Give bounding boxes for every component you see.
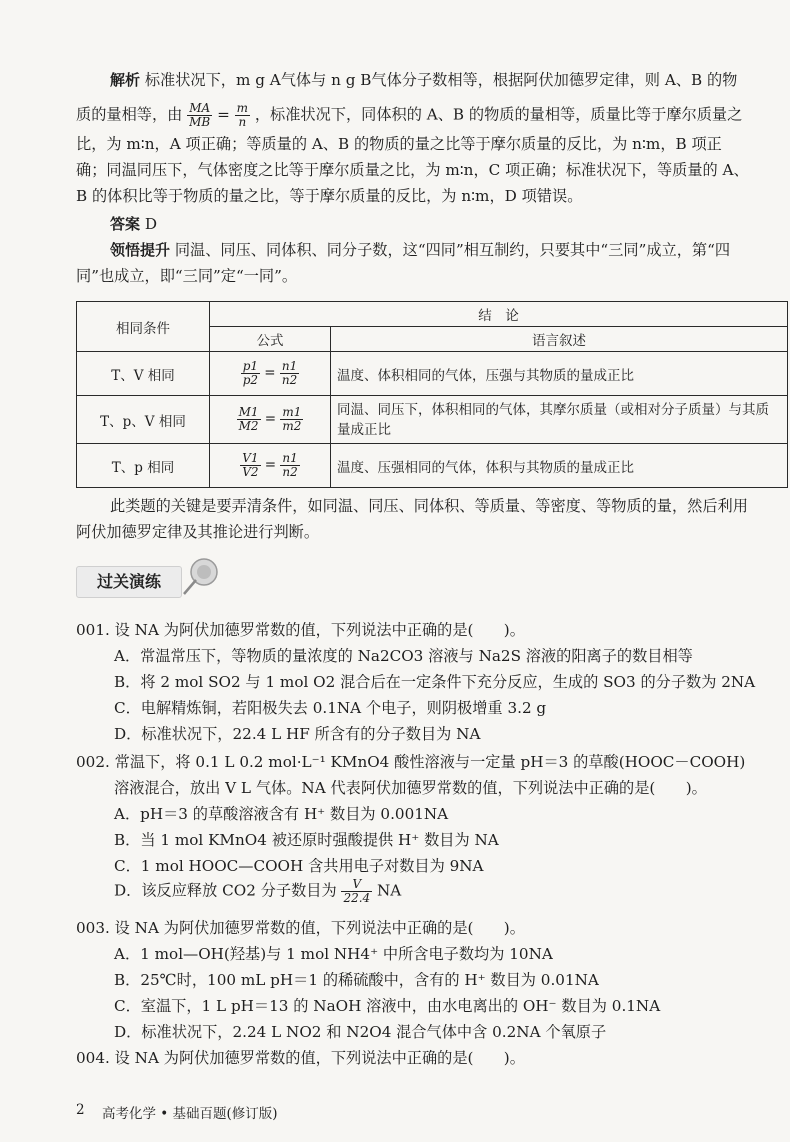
analysis-line-2: 质的量相等，由 $\frac{MA}{MB}$ = $\frac{m}{n}$ ，标准状况下，同体积的 A、B 的物质的量相等，质量比等于摩尔质量之 (76, 101, 743, 129)
formula-fraction: $\frac{n1}{n2}$ (282, 451, 298, 479)
question-001: 001. 设 NA 为阿伏加德罗常数的值，下列说法中正确的是( )。 (76, 621, 525, 639)
table-row: T、p 相同 $\frac{V1}{V2}$ = $\frac{n1}{n2}$ 温度、压强相同的气体，体积与其物质的量成正比 (77, 444, 788, 488)
analysis-line-1: 解析 标准状况下，m g A气体与 n g B气体分子数相等，根据阿伏加德罗定律，则 A、B 的物 (110, 71, 738, 89)
option-d: D．标准状况下，2.24 L NO2 和 N2O4 混合气体中含 0.2NA 个氧原子 (114, 1023, 607, 1041)
header-conclusion: 结 论 (210, 302, 788, 327)
comparison-table (76, 301, 788, 488)
formula-fraction: $\frac{m1}{m2}$ (282, 405, 302, 433)
fraction-v-22-4: $\frac{V}{22.4}$ (343, 877, 371, 905)
header-condition: 相同条件 (77, 302, 210, 352)
table-row: T、V 相同 $\frac{p1}{p2}$ = $\frac{n1}{n2}$ 温度、体积相同的气体，压强与其物质的量成正比 (77, 352, 788, 396)
formula-fraction: $\frac{n1}{n2}$ (281, 359, 298, 387)
option-a: A．pH＝3 的草酸溶液含有 H⁺ 数目为 0.001NA (114, 805, 449, 823)
option-b: B．25℃时，100 mL pH＝1 的稀硫酸中，含有的 H⁺ 数目为 0.01NA (114, 971, 599, 989)
insight-line-2: 同”也成立，即“三同”定“一同”。 (76, 267, 298, 285)
answer-line (110, 214, 157, 234)
summary-line-2: 阿伏加德罗定律及其推论进行判断。 (76, 523, 319, 541)
option-c: C．电解精炼铜，若阳极失去 0.1NA 个电子，则阴极增重 3.2 g (114, 699, 547, 717)
answer-value: D (144, 215, 158, 233)
question-004: 004. 设 NA 为阿伏加德罗常数的值，下列说法中正确的是( )。 (76, 1049, 525, 1067)
table-row: T、p、V 相同 $\frac{M1}{M2}$ = $\frac{m1}{m2}$ 同温、同压下，体积相同的气体，其摩尔质量（或相对分子质量）与其质量成正比 (77, 396, 788, 444)
formula-fraction: $\frac{M1}{M2}$ (238, 405, 259, 433)
header-language: 语言叙述 (331, 327, 788, 352)
book-title: 高考化学 • 基础百题(修订版) (102, 1106, 278, 1122)
option-c: C．1 mol HOOC—COOH 含共用电子对数目为 9NA (114, 857, 484, 875)
section-title: 过关演练 (76, 566, 182, 598)
formula-fraction: $\frac{p1}{p2}$ (242, 359, 259, 387)
question-002: 002. 常温下，将 0.1 L 0.2 mol·L⁻¹ KMnO4 酸性溶液与一定量 pH＝3 的草酸(HOOC－COOH) (76, 753, 746, 771)
option-a: A．常温常压下，等物质的量浓度的 Na2CO3 溶液与 Na2S 溶液的阳离子的数目相等 (114, 647, 693, 665)
analysis-line-4: 确；同温同压下，气体密度之比等于摩尔质量之比，为 m∶n，C 项正确；标准状况下，等质量的 A、 (76, 161, 749, 179)
option-c: C．室温下，1 L pH＝13 的 NaOH 溶液中，由水电离出的 OH⁻ 数目为 0.1NA (114, 997, 661, 1015)
option-a: A．1 mol—OH(羟基)与 1 mol NH4⁺ 中所含电子数均为 10NA (114, 945, 553, 963)
pushpin-icon (178, 552, 228, 602)
analysis-label: 解析 (110, 71, 141, 89)
option-d: D．该反应释放 CO2 分子数目为 $\frac{V}{22.4}$ NA (114, 877, 402, 905)
insight-line-1: 领悟提升 同温、同压、同体积、同分子数，这“四同”相互制约，只要其中“三同”成立，第“四 (110, 241, 731, 259)
insight-label: 领悟提升 (110, 241, 171, 259)
question-003: 003. 设 NA 为阿伏加德罗常数的值，下列说法中正确的是( )。 (76, 919, 525, 937)
page-number: 2 (76, 1102, 85, 1118)
summary-line-1: 此类题的关键是要弄清条件，如同温、同压、同体积、等质量、等密度、等物质的量，然后利用 (110, 497, 748, 515)
question-002-line-2: 溶液混合，放出 V L 气体。NA 代表阿伏加德罗常数的值，下列说法中正确的是( )。 (114, 779, 707, 797)
analysis-line-3: 比，为 m∶n，A 项正确；等质量的 A、B 的物质的量之比等于摩尔质量的反比，为 n∶m，B 项正 (76, 135, 722, 153)
formula-fraction: $\frac{V1}{V2}$ (242, 451, 259, 479)
answer-label: 答案 (110, 215, 141, 233)
header-formula: 公式 (210, 327, 331, 352)
option-b: B．当 1 mol KMnO4 被还原时强酸提供 H⁺ 数目为 NA (114, 831, 499, 849)
option-d: D．标准状况下，22.4 L HF 所含有的分子数目为 NA (114, 725, 481, 743)
fraction-m-n: $\frac{m}{n}$ (236, 101, 249, 129)
analysis-line-5: B 的体积比等于物质的量之比，等于摩尔质量的反比，为 n∶m，D 项错误。 (76, 187, 583, 205)
option-b: B．将 2 mol SO2 与 1 mol O2 混合后在一定条件下充分反应，生成的 SO3 的分子数为 2NA (114, 673, 756, 691)
fraction-ma-mb: $\frac{MA}{MB}$ (189, 101, 211, 129)
